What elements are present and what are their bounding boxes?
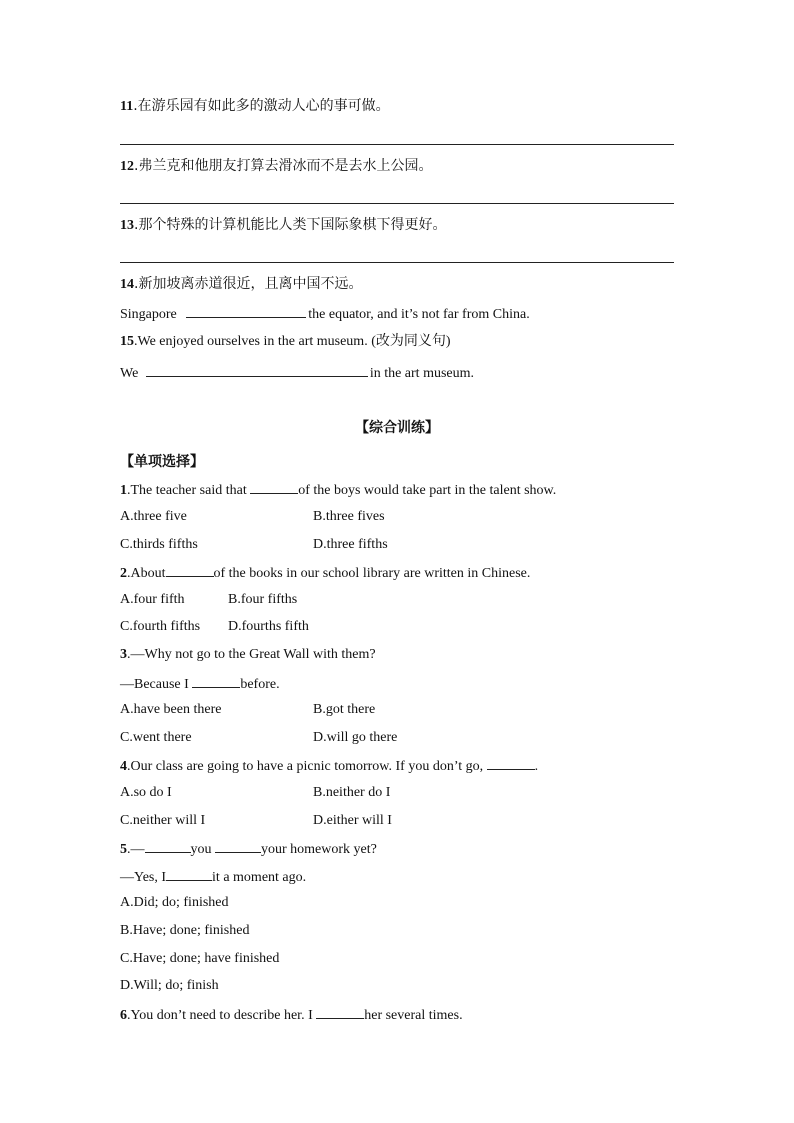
blank[interactable] — [316, 1005, 364, 1019]
option-c[interactable]: C.fourth fifths — [120, 619, 201, 634]
question-text-after: before. — [240, 677, 280, 692]
fill-before: Singapore — [120, 307, 177, 322]
fill-after: in the art museum. — [369, 366, 475, 381]
blank[interactable] — [166, 563, 214, 577]
option-b[interactable]: B.neither do I — [313, 785, 391, 800]
question-text: .新加坡离赤道很近，且离中国不远。 — [134, 276, 363, 292]
option-b[interactable]: B.Have; done; finished — [120, 923, 250, 938]
option-d[interactable]: D.Will; do; finish — [120, 978, 219, 993]
mc-question-3-line2 — [120, 674, 280, 694]
question-number: 3 — [120, 647, 127, 662]
section-title: 【综合训练】 — [355, 420, 439, 436]
question-text: .弗兰克和他朋友打算去滑冰而不是去水上公园。 — [134, 158, 433, 174]
question-text-after: it a moment ago. — [212, 870, 307, 885]
question-text: .You don’t need to describe her. I — [127, 1008, 317, 1023]
question-text-after: of the books in our school library are written in Chinese. — [213, 566, 531, 581]
mc-question-4 — [120, 756, 538, 776]
question-number: 11 — [120, 99, 134, 114]
mc-question-6 — [120, 1005, 463, 1025]
question-12 — [120, 157, 432, 176]
question-number: 13 — [120, 218, 134, 233]
question-text: .Our class are going to have a picnic tomorrow. If you don’t go, — [127, 759, 487, 774]
question-text: —Because I — [120, 677, 193, 692]
question-text-after: your homework yet? — [261, 842, 377, 857]
answer-line[interactable] — [120, 144, 674, 145]
mc-question-1 — [120, 480, 556, 500]
question-14-fill — [120, 304, 530, 324]
question-text-after: . — [534, 759, 539, 774]
question-text: .The teacher said that — [127, 483, 251, 498]
option-a[interactable]: A.four fifth — [120, 592, 185, 607]
option-a[interactable]: A.three five — [120, 509, 187, 524]
question-text-after: her several times. — [364, 1008, 463, 1023]
option-b[interactable]: B.got there — [313, 702, 376, 717]
option-a[interactable]: A.Did; do; finished — [120, 895, 229, 910]
option-d[interactable]: D.either will I — [313, 813, 392, 828]
fill-before: We — [120, 366, 139, 381]
option-d[interactable]: D.will go there — [313, 730, 398, 745]
option-a[interactable]: A.so do I — [120, 785, 172, 800]
option-c[interactable]: C.went there — [120, 730, 192, 745]
option-c[interactable]: C.Have; done; have finished — [120, 951, 280, 966]
mc-question-5 — [120, 839, 377, 859]
question-text-after: of the boys would take part in the talent show. — [298, 483, 557, 498]
answer-line[interactable] — [120, 203, 674, 204]
mc-question-3 — [120, 646, 376, 664]
question-number: 2 — [120, 566, 127, 581]
question-number: 15 — [120, 334, 134, 349]
question-text: .那个特殊的计算机能比人类下国际象棋下得更好。 — [134, 217, 447, 233]
question-number: 4 — [120, 759, 127, 774]
question-text: .在游乐园有如此多的激动人心的事可做。 — [133, 98, 390, 114]
blank[interactable] — [186, 304, 306, 318]
question-text-mid: you — [190, 842, 215, 857]
fill-after: the equator, and it’s not far from China. — [308, 307, 530, 322]
question-text: .—Why not go to the Great Wall with them? — [127, 647, 376, 662]
blank[interactable] — [487, 756, 535, 770]
question-15 — [120, 333, 451, 351]
option-a[interactable]: A.have been there — [120, 702, 222, 717]
blank[interactable] — [146, 363, 368, 377]
question-number: 1 — [120, 483, 127, 498]
question-text: .— — [127, 842, 145, 857]
question-number: 14 — [120, 277, 134, 292]
question-14 — [120, 275, 362, 294]
option-d[interactable]: D.fourths fifth — [228, 619, 309, 634]
question-text: —Yes, I — [120, 870, 167, 885]
answer-line[interactable] — [120, 262, 674, 263]
option-d[interactable]: D.three fifths — [313, 537, 388, 552]
blank[interactable] — [215, 839, 261, 853]
question-text: .About — [127, 566, 166, 581]
option-b[interactable]: B.four fifths — [228, 592, 298, 607]
option-b[interactable]: B.three fives — [313, 509, 385, 524]
option-c[interactable]: C.thirds fifths — [120, 537, 198, 552]
question-text: .We enjoyed ourselves in the art museum. (改为同义句) — [134, 334, 451, 349]
question-15-fill — [120, 363, 474, 383]
blank[interactable] — [192, 674, 240, 688]
question-number: 12 — [120, 159, 134, 174]
option-c[interactable]: C.neither will I — [120, 813, 206, 828]
blank[interactable] — [250, 480, 298, 494]
mc-question-2 — [120, 563, 530, 583]
question-number: 5 — [120, 842, 127, 857]
subsection-title: 【单项选择】 — [120, 454, 204, 470]
question-number: 6 — [120, 1008, 127, 1023]
blank[interactable] — [145, 839, 191, 853]
question-11 — [120, 97, 390, 116]
mc-question-5-line2 — [120, 867, 306, 887]
blank[interactable] — [166, 867, 212, 881]
question-13 — [120, 216, 446, 235]
